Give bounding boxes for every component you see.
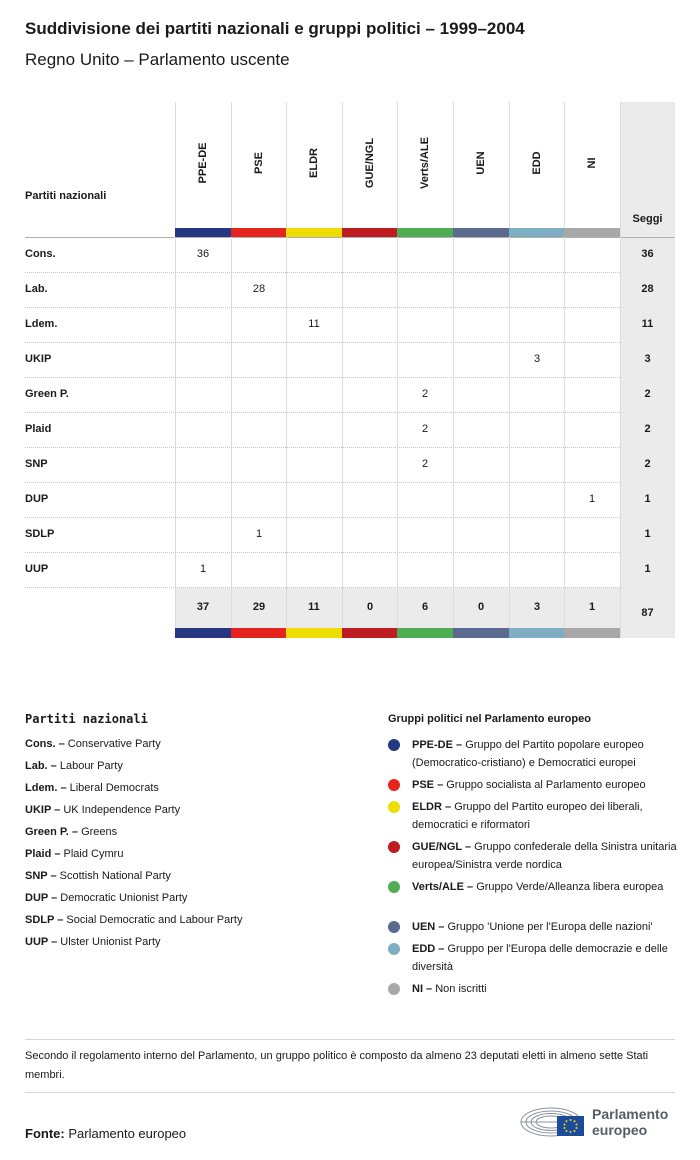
party-seat-total: 11 <box>641 318 654 330</box>
row-divider <box>25 272 620 273</box>
group-code: NI <box>586 157 598 169</box>
logo-line-1: Parlamento <box>592 1106 669 1122</box>
source-text: Parlamento europeo <box>68 1126 187 1141</box>
grand-total: 87 <box>641 607 654 619</box>
party-seat-total: 28 <box>641 283 654 295</box>
logo-line-2: europeo <box>592 1122 648 1138</box>
seat-value: 1 <box>255 528 263 540</box>
group-column-header <box>397 108 453 218</box>
group-legend-item: NI – Non iscritti <box>412 983 487 995</box>
header-divider <box>25 237 675 238</box>
group-code: ELDR <box>308 148 320 178</box>
group-color-dot-icon <box>388 801 400 813</box>
seat-value: 36 <box>196 248 210 260</box>
group-legend-item: PSE – Gruppo socialista al Parlamento europeo <box>412 779 646 791</box>
row-header-label: Partiti nazionali <box>25 190 107 202</box>
footnote: Secondo il regolamento interno del Parlamento, un gruppo politico è composto da almeno 23 deputati eletti in almeno sette Stati membri. <box>25 1050 649 1081</box>
seat-value: 3 <box>533 353 541 365</box>
party-seat-total: 2 <box>644 458 651 470</box>
group-column-header <box>453 108 509 218</box>
source-label: Fonte: <box>25 1126 65 1141</box>
group-total: 1 <box>588 601 596 613</box>
party-seat-total: 1 <box>644 493 651 505</box>
chart-subtitle: Regno Unito – Parlamento uscente <box>25 50 290 69</box>
group-color-dot-icon <box>388 881 400 893</box>
group-color-bar-bottom <box>509 628 565 638</box>
group-legend-title: Gruppi politici nel Parlamento europeo <box>388 713 591 725</box>
group-total: 6 <box>421 601 429 613</box>
party-legend-item: SNP – Scottish National Party <box>25 870 171 882</box>
group-color-bar <box>231 228 287 237</box>
party-legend-item: Green P. – Greens <box>25 826 118 838</box>
group-code: Verts/ALE <box>419 137 431 189</box>
group-color-bar <box>453 228 509 237</box>
row-divider <box>25 587 620 588</box>
group-color-bar-bottom <box>286 628 342 638</box>
seat-value: 1 <box>199 563 207 575</box>
group-total: 0 <box>366 601 374 613</box>
group-color-bar <box>175 228 231 237</box>
party-row-label: Ldem. <box>25 318 58 330</box>
parliament-hemicycle-icon <box>519 1102 587 1142</box>
row-divider <box>25 517 620 518</box>
group-color-dot-icon <box>388 841 400 853</box>
row-divider <box>25 482 620 483</box>
note-divider-top <box>25 1039 675 1040</box>
party-seat-total: 1 <box>644 563 651 575</box>
note-divider-bottom <box>25 1092 675 1093</box>
group-legend-item: Verts/ALE – Gruppo Verde/Alleanza libera europea <box>412 881 664 893</box>
party-row-label: Green P. <box>25 388 69 400</box>
row-divider <box>25 412 620 413</box>
group-color-bar <box>286 228 342 237</box>
group-column-header <box>231 108 287 218</box>
seat-value: 11 <box>308 318 320 330</box>
group-total: 0 <box>477 601 485 613</box>
group-total: 3 <box>533 601 541 613</box>
party-row-label: SNP <box>25 458 48 470</box>
party-row-label: UUP <box>25 563 49 575</box>
party-legend-item: UUP – Ulster Unionist Party <box>25 936 161 948</box>
group-column-header <box>509 108 565 218</box>
logo-text <box>592 1106 668 1138</box>
row-divider <box>25 377 620 378</box>
group-code: EDD <box>531 151 543 175</box>
party-row-label: Plaid <box>25 423 52 435</box>
group-legend-item: PPE-DE – Gruppo del Partito popolare europeo (Democratico-cristiano) e Democratici europei <box>412 739 644 769</box>
group-color-dot-icon <box>388 943 400 955</box>
group-color-bar-bottom <box>564 628 620 638</box>
party-legend-item: Lab. – Labour Party <box>25 760 123 772</box>
group-color-bar <box>342 228 398 237</box>
party-row-label: Cons. <box>25 248 56 260</box>
group-color-dot-icon <box>388 779 400 791</box>
group-column-header <box>342 108 398 218</box>
row-divider <box>25 552 620 553</box>
party-seat-total: 2 <box>644 388 651 400</box>
group-color-bar <box>564 228 620 237</box>
group-total: 11 <box>308 601 320 613</box>
party-legend-item: Plaid – Plaid Cymru <box>25 848 124 860</box>
group-total: 29 <box>252 601 266 613</box>
source-line <box>25 1126 186 1141</box>
group-code: UEN <box>475 151 487 175</box>
group-color-bar-bottom <box>342 628 398 638</box>
group-legend-item: EDD – Gruppo per l'Europa delle democrazie e delle diversità <box>412 943 668 973</box>
seat-value: 2 <box>421 388 429 400</box>
party-legend-item: Ldem. – Liberal Democrats <box>25 782 159 794</box>
chart-title: Suddivisione dei partiti nazionali e gruppi politici – 1999–2004 <box>25 19 525 38</box>
seat-value: 28 <box>252 283 266 295</box>
party-legend-item: DUP – Democratic Unionist Party <box>25 892 188 904</box>
group-color-bar-bottom <box>453 628 509 638</box>
seats-header-label: Seggi <box>632 213 663 225</box>
group-code: GUE/NGL <box>364 137 376 189</box>
group-code: PPE-DE <box>197 142 209 184</box>
group-total: 37 <box>196 601 210 613</box>
group-column-header <box>175 108 231 218</box>
group-color-bar-bottom <box>397 628 453 638</box>
row-divider <box>25 447 620 448</box>
party-seat-total: 1 <box>644 528 651 540</box>
group-column-header <box>564 108 620 218</box>
group-color-bar-bottom <box>231 628 287 638</box>
party-seat-total: 2 <box>644 423 651 435</box>
party-legend-item: SDLP – Social Democratic and Labour Party <box>25 914 243 926</box>
group-code: PSE <box>253 151 265 175</box>
group-legend-item: ELDR – Gruppo del Partito europeo dei liberali, democratici e riformatori <box>412 801 643 831</box>
group-column-header <box>286 108 342 218</box>
seat-value: 2 <box>421 458 429 470</box>
party-legend-item: UKIP – UK Independence Party <box>25 804 181 816</box>
party-legend-item: Cons. – Conservative Party <box>25 738 161 750</box>
party-row-label: SDLP <box>25 528 55 540</box>
party-row-label: DUP <box>25 493 49 505</box>
group-color-bar <box>397 228 453 237</box>
group-color-dot-icon <box>388 921 400 933</box>
group-legend-item: GUE/NGL – Gruppo confederale della Sinistra unitaria europea/Sinistra verde nordica <box>412 841 677 871</box>
group-color-dot-icon <box>388 739 400 751</box>
seat-value: 2 <box>421 423 429 435</box>
seat-value: 1 <box>588 493 596 505</box>
parliament-logo <box>519 1102 679 1142</box>
group-legend-item: UEN – Gruppo 'Unione per l'Europa delle nazioni' <box>412 921 653 933</box>
party-seat-total: 3 <box>644 353 651 365</box>
party-row-label: Lab. <box>25 283 48 295</box>
group-color-bar-bottom <box>175 628 231 638</box>
group-color-dot-icon <box>388 983 400 995</box>
party-legend-title: Partiti nazionali <box>25 712 148 726</box>
group-color-bar <box>509 228 565 237</box>
party-seat-total: 36 <box>641 248 654 260</box>
party-row-label: UKIP <box>25 353 52 365</box>
